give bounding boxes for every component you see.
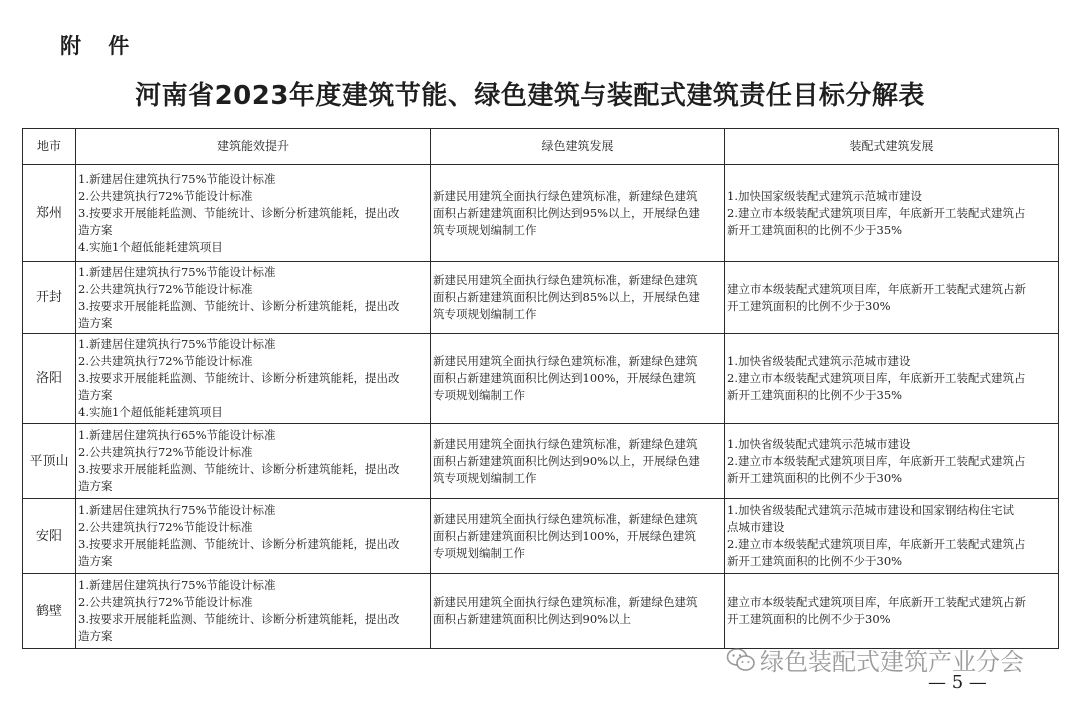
green-cell bbox=[431, 165, 725, 262]
efficiency-line: 3.按要求开展能耗监测、节能统计、诊断分析建筑能耗，提出改 bbox=[78, 298, 400, 313]
prefab-line: 建立市本级装配式建筑项目库，年底新开工装配式建筑占新 bbox=[727, 281, 1026, 296]
efficiency-line: 1.新建居住建筑执行65%节能设计标准 bbox=[78, 428, 276, 442]
green-line: 筑专项规划编制工作 bbox=[433, 470, 537, 485]
prefab-cell bbox=[725, 262, 1059, 334]
efficiency-line: 1.新建居住建筑执行75%节能设计标准 bbox=[78, 337, 276, 351]
header-prefab: 装配式建筑发展 bbox=[725, 129, 1059, 165]
green-line: 专项规划编制工作 bbox=[433, 388, 525, 402]
efficiency-line: 2.公共建筑执行72%节能设计标准 bbox=[78, 445, 253, 459]
green-line: 面积占新建建筑面积比例达到100%，开展绿色建筑 bbox=[433, 371, 696, 385]
green-cell bbox=[431, 334, 725, 424]
prefab-line: 2.建立市本级装配式建筑项目库，年底新开工装配式建筑占 bbox=[727, 371, 1026, 385]
efficiency-line: 3.按要求开展能耗监测、节能统计、诊断分析建筑能耗，提出改 bbox=[78, 371, 400, 385]
efficiency-line: 3.按要求开展能耗监测、节能统计、诊断分析建筑能耗，提出改 bbox=[78, 612, 400, 626]
efficiency-line: 造方案 bbox=[78, 479, 113, 493]
city-cell: 平顶山 bbox=[23, 424, 76, 499]
city-cell: 开封 bbox=[23, 262, 76, 334]
table-row bbox=[23, 334, 1059, 424]
prefab-line: 开工建筑面积的比例不少于30% bbox=[727, 298, 891, 313]
green-line: 面积占新建建筑面积比例达到95%以上，开展绿色建 bbox=[433, 205, 701, 220]
efficiency-line: 2.公共建筑执行72%节能设计标准 bbox=[78, 354, 253, 368]
prefab-line: 2.建立市本级装配式建筑项目库，年底新开工装配式建筑占 bbox=[727, 453, 1026, 468]
green-line: 新建民用建筑全面执行绿色建筑标准，新建绿色建筑 bbox=[433, 595, 698, 609]
efficiency-cell bbox=[76, 334, 431, 424]
efficiency-line: 造方案 bbox=[78, 388, 113, 402]
green-cell bbox=[431, 574, 725, 649]
table-body bbox=[23, 165, 1059, 649]
document-title: 河南省2023年度建筑节能、绿色建筑与装配式建筑责任目标分解表 bbox=[135, 81, 925, 111]
prefab-line: 新开工建筑面积的比例不少于30% bbox=[727, 470, 903, 485]
efficiency-line: 造方案 bbox=[78, 222, 113, 237]
prefab-line: 2.建立市本级装配式建筑项目库，年底新开工装配式建筑占 bbox=[727, 205, 1026, 220]
green-cell bbox=[431, 424, 725, 499]
green-line: 筑专项规划编制工作 bbox=[433, 307, 537, 321]
efficiency-line: 1.新建居住建筑执行75%节能设计标准 bbox=[78, 503, 276, 517]
watermark-text: 绿色装配式建筑产业分会 bbox=[760, 648, 1024, 676]
wechat-icon bbox=[726, 647, 756, 673]
attachment-label: 附 件 bbox=[60, 34, 140, 58]
efficiency-cell bbox=[76, 424, 431, 499]
green-cell bbox=[431, 499, 725, 574]
prefab-line: 2.建立市本级装配式建筑项目库，年底新开工装配式建筑占 bbox=[727, 537, 1026, 551]
table-row bbox=[23, 262, 1059, 334]
efficiency-line: 4.实施1个超低能耗建筑项目 bbox=[78, 239, 223, 254]
green-line: 面积占新建建筑面积比例达到90%以上 bbox=[433, 612, 632, 626]
efficiency-line: 4.实施1个超低能耗建筑项目 bbox=[78, 405, 223, 419]
efficiency-line: 造方案 bbox=[78, 629, 113, 643]
prefab-cell bbox=[725, 574, 1059, 649]
efficiency-line: 2.公共建筑执行72%节能设计标准 bbox=[78, 595, 253, 609]
city-cell: 郑州 bbox=[23, 165, 76, 262]
green-line: 新建民用建筑全面执行绿色建筑标准，新建绿色建筑 bbox=[433, 188, 698, 203]
prefab-cell bbox=[725, 165, 1059, 262]
prefab-line: 开工建筑面积的比例不少于30% bbox=[727, 612, 891, 626]
efficiency-line: 1.新建居住建筑执行75%节能设计标准 bbox=[78, 578, 276, 592]
prefab-cell bbox=[725, 334, 1059, 424]
green-line: 面积占新建建筑面积比例达到85%以上，开展绿色建 bbox=[433, 290, 701, 304]
green-line: 面积占新建建筑面积比例达到90%以上，开展绿色建 bbox=[433, 453, 701, 468]
city-cell: 鹤壁 bbox=[23, 574, 76, 649]
green-line: 新建民用建筑全面执行绿色建筑标准，新建绿色建筑 bbox=[433, 436, 698, 451]
table-row bbox=[23, 165, 1059, 262]
prefab-line: 新开工建筑面积的比例不少于35% bbox=[727, 388, 903, 402]
header-green: 绿色建筑发展 bbox=[431, 129, 725, 165]
efficiency-line: 2.公共建筑执行72%节能设计标准 bbox=[78, 281, 253, 296]
page-number: — 5 — bbox=[928, 672, 987, 693]
efficiency-line: 1.新建居住建筑执行75%节能设计标准 bbox=[78, 171, 276, 186]
table-header-row bbox=[23, 129, 1059, 165]
green-line: 专项规划编制工作 bbox=[433, 545, 525, 560]
header-city: 地市 bbox=[23, 129, 76, 165]
table-row bbox=[23, 424, 1059, 499]
prefab-line: 新开工建筑面积的比例不少于30% bbox=[727, 554, 903, 568]
green-line: 面积占新建建筑面积比例达到100%，开展绿色建筑 bbox=[433, 528, 696, 543]
efficiency-line: 1.新建居住建筑执行75%节能设计标准 bbox=[78, 264, 276, 279]
green-line: 新建民用建筑全面执行绿色建筑标准，新建绿色建筑 bbox=[433, 354, 698, 368]
prefab-line: 点城市建设 bbox=[727, 520, 785, 534]
efficiency-line: 2.公共建筑执行72%节能设计标准 bbox=[78, 188, 253, 203]
green-line: 新建民用建筑全面执行绿色建筑标准，新建绿色建筑 bbox=[433, 273, 698, 287]
green-line: 新建民用建筑全面执行绿色建筑标准，新建绿色建筑 bbox=[433, 511, 698, 526]
efficiency-cell bbox=[76, 262, 431, 334]
efficiency-cell bbox=[76, 165, 431, 262]
prefab-line: 1.加快省级装配式建筑示范城市建设和国家钢结构住宅试 bbox=[727, 503, 1014, 517]
responsibility-table bbox=[22, 128, 1059, 649]
green-line: 筑专项规划编制工作 bbox=[433, 222, 537, 237]
efficiency-line: 3.按要求开展能耗监测、节能统计、诊断分析建筑能耗，提出改 bbox=[78, 462, 400, 476]
prefab-line: 1.加快国家级装配式建筑示范城市建设 bbox=[727, 188, 922, 203]
efficiency-line: 2.公共建筑执行72%节能设计标准 bbox=[78, 520, 253, 534]
city-cell: 安阳 bbox=[23, 499, 76, 574]
green-cell bbox=[431, 262, 725, 334]
header-efficiency: 建筑能效提升 bbox=[76, 129, 431, 165]
prefab-line: 1.加快省级装配式建筑示范城市建设 bbox=[727, 436, 911, 451]
efficiency-cell bbox=[76, 574, 431, 649]
efficiency-cell bbox=[76, 499, 431, 574]
efficiency-line: 3.按要求开展能耗监测、节能统计、诊断分析建筑能耗，提出改 bbox=[78, 205, 400, 220]
efficiency-line: 3.按要求开展能耗监测、节能统计、诊断分析建筑能耗，提出改 bbox=[78, 537, 400, 551]
efficiency-line: 造方案 bbox=[78, 315, 113, 330]
efficiency-line: 造方案 bbox=[78, 554, 113, 568]
prefab-line: 新开工建筑面积的比例不少于35% bbox=[727, 222, 903, 237]
prefab-cell bbox=[725, 499, 1059, 574]
prefab-cell bbox=[725, 424, 1059, 499]
city-cell: 洛阳 bbox=[23, 334, 76, 424]
prefab-line: 建立市本级装配式建筑项目库，年底新开工装配式建筑占新 bbox=[727, 595, 1026, 609]
prefab-line: 1.加快省级装配式建筑示范城市建设 bbox=[727, 354, 911, 368]
table-row bbox=[23, 574, 1059, 649]
table-row bbox=[23, 499, 1059, 574]
